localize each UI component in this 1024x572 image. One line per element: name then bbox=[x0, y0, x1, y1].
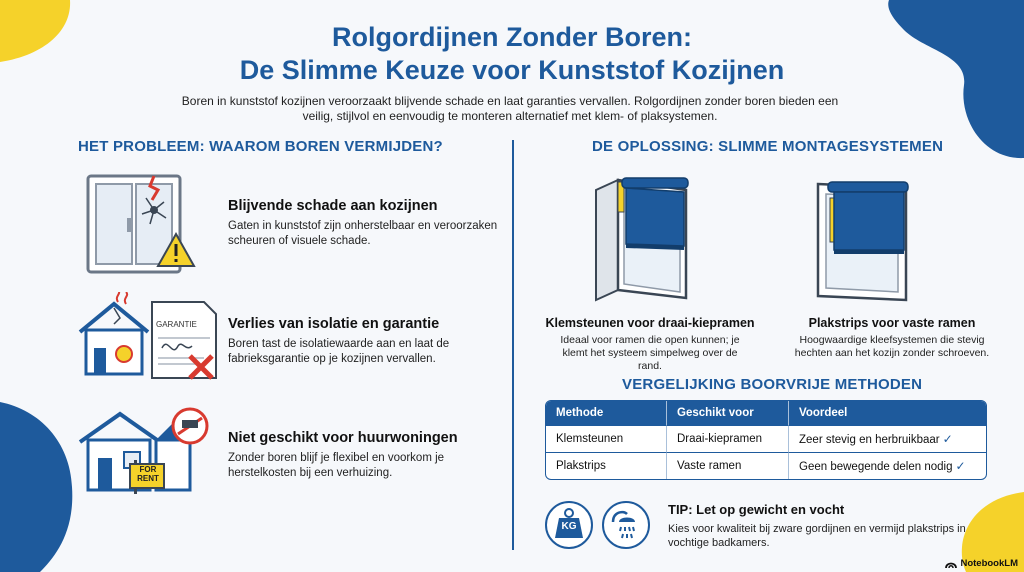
problem-item-title: Verlies van isolatie en garantie bbox=[228, 316, 440, 332]
solution-option-clamp bbox=[534, 316, 766, 373]
solution-option-title: Plakstrips voor vaste ramen bbox=[808, 316, 976, 330]
table-cell-text: Zeer stevig en herbruikbaar bbox=[799, 434, 940, 446]
intro-text: Boren in kunststof kozijnen veroorzaakt blijvende schade en laat garanties vervallen. Rolgordijnen zonder boren bieden een veilig, stijlvol en eenvoudig te monteren alternatief met klem- of plaksystemen. bbox=[181, 94, 839, 123]
adhesive-window-illustration bbox=[812, 168, 922, 308]
comparison-table bbox=[545, 400, 987, 480]
section-divider bbox=[512, 140, 514, 550]
comparison-heading: VERGELIJKING BOORVRIJE METHODEN bbox=[622, 376, 923, 393]
table-cell bbox=[788, 425, 986, 452]
solution-heading: DE OPLOSSING: SLIMME MONTAGESYSTEMEN bbox=[592, 138, 944, 155]
notebooklm-logo-icon bbox=[945, 559, 957, 569]
solution-option-adhesive bbox=[776, 316, 1008, 360]
table-cell bbox=[788, 452, 986, 479]
brand-name: NotebookLM bbox=[960, 558, 1018, 569]
problem-item-text: Gaten in kunststof zijn onherstelbaar en veroorzaken scheuren of visuele schade. bbox=[228, 220, 498, 247]
shower-icon bbox=[601, 500, 651, 550]
table-cell: Plakstrips bbox=[546, 452, 666, 479]
problem-item-text: Zonder boren blijf je flexibel en voorkom je herstelkosten bij een verhuizing. bbox=[228, 452, 445, 479]
page-title-line-2: De Slimme Keuze voor Kunststof Kozijnen bbox=[239, 55, 785, 85]
cracked-window-icon bbox=[80, 168, 200, 276]
table-cell: Draai-kiepramen bbox=[666, 425, 788, 452]
warranty-doc-label: GARANTIE bbox=[156, 320, 197, 329]
check-circle-icon: ✓ bbox=[942, 432, 953, 446]
solution-option-text: Hoogwaardige kleefsystemen die stevig hechten aan het kozijn zonder schroeven. bbox=[794, 334, 990, 359]
problem-item-text: Boren tast de isolatiewaarde aan en laat de fabrieksgarantie op je kozijnen vervallen. bbox=[228, 338, 450, 365]
problem-item-title: Niet geschikt voor huurwoningen bbox=[228, 430, 458, 446]
table-header-row bbox=[546, 401, 986, 425]
problem-item-warranty bbox=[228, 316, 498, 367]
weight-icon-label: KG bbox=[561, 521, 577, 532]
for-rent-sign-label: FOR RENT bbox=[137, 465, 159, 483]
clamp-window-illustration bbox=[588, 168, 698, 308]
table-cell: Vaste ramen bbox=[666, 452, 788, 479]
solution-option-title: Klemsteunen voor draai-kiepramen bbox=[545, 316, 755, 330]
tip-title: TIP: Let op gewicht en vocht bbox=[668, 502, 845, 517]
table-cell: Klemsteunen bbox=[546, 425, 666, 452]
table-row bbox=[546, 452, 986, 479]
tip-text: Kies voor kwaliteit bij zware gordijnen en vermijd plakstrips in vochtige badkamers. bbox=[668, 523, 966, 549]
house-warranty-icon bbox=[74, 292, 224, 382]
problem-item-title: Blijvende schade aan kozijnen bbox=[228, 198, 438, 214]
solution-option-text: Ideaal voor ramen die open kunnen; je klemt het systeem simpelweg over de rand. bbox=[560, 334, 740, 372]
table-row bbox=[546, 425, 986, 452]
problem-item-rental bbox=[228, 430, 498, 481]
problem-heading: HET PROBLEEM: WAAROM BOREN VERMIJDEN? bbox=[78, 138, 443, 155]
problem-item-damage bbox=[228, 198, 498, 249]
page-title-line-1: Rolgordijnen Zonder Boren: bbox=[332, 22, 692, 52]
brand-watermark bbox=[945, 558, 1018, 569]
column-header: Geschikt voor bbox=[666, 401, 788, 425]
column-header: Voordeel bbox=[788, 401, 986, 425]
table-cell-text: Geen bewegende delen nodig bbox=[799, 461, 953, 473]
column-header: Methode bbox=[546, 401, 666, 425]
tip-box bbox=[668, 502, 968, 550]
check-circle-icon: ✓ bbox=[955, 459, 966, 473]
